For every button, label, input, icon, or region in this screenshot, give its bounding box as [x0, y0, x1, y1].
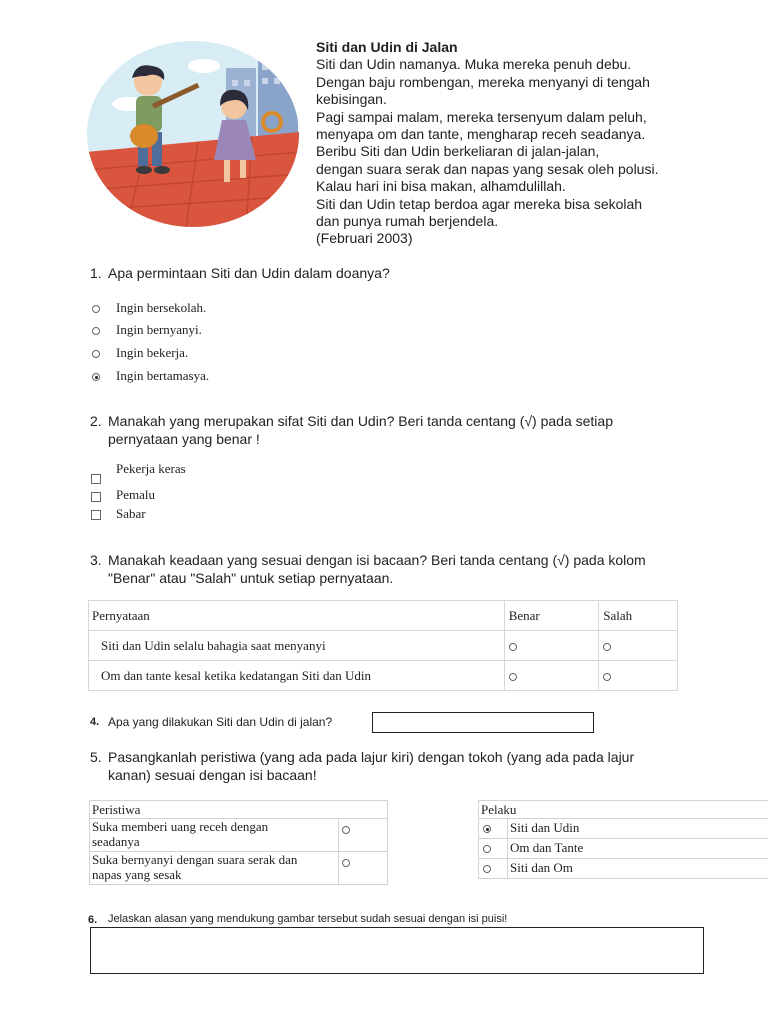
option-label: Pekerja keras	[116, 461, 186, 476]
table-header-row	[479, 801, 768, 819]
radio-cell	[339, 852, 388, 885]
radio-pelaku-2[interactable]	[483, 845, 491, 853]
radio-cell	[339, 819, 388, 852]
radio-benar-2[interactable]	[509, 673, 517, 681]
question-number: 2.	[90, 413, 102, 429]
radio-option-1[interactable]	[92, 305, 100, 313]
poem-line: Beribu Siti dan Udin berkeliaran di jalan-jalan,	[316, 143, 600, 160]
table-row	[89, 661, 678, 691]
question-number: 6.	[88, 914, 98, 926]
benar-cell	[504, 661, 599, 691]
question-text: Manakah keadaan yang sesuai dengan isi bacaan? Beri tanda centang (√) pada kolom	[108, 552, 646, 568]
option-label: Ingin bernyanyi.	[116, 322, 202, 337]
radio-cell	[479, 839, 508, 859]
question-number: 3.	[90, 552, 102, 568]
question-text: Apa permintaan Siti dan Udin dalam doanya?	[108, 265, 390, 281]
poem	[316, 39, 756, 248]
option-label: Ingin bertamasya.	[116, 368, 210, 383]
pelaku-table	[478, 800, 768, 879]
option-label: Pemalu	[116, 487, 155, 502]
poem-line: Kalau hari ini bisa makan, alhamdulillah.	[316, 178, 566, 195]
radio-cell	[479, 819, 508, 839]
radio-peristiwa-1[interactable]	[342, 826, 350, 834]
checkbox-pemalu[interactable]	[91, 492, 101, 502]
street-singers-illustration	[86, 40, 300, 228]
radio-pelaku-1-selected[interactable]	[483, 825, 491, 833]
event-text: Suka bernyanyi dengan suara serak dan	[92, 852, 298, 867]
poem-line: Siti dan Udin tetap berdoa agar mereka bisa sekolah	[316, 195, 643, 212]
answer-input-4[interactable]	[372, 712, 594, 733]
table-header: Peristiwa	[90, 801, 388, 819]
table-row	[479, 859, 768, 879]
question-number: 4.	[90, 716, 100, 728]
question-number: 1.	[90, 265, 102, 281]
radio-peristiwa-2[interactable]	[342, 859, 350, 867]
event-cell	[90, 819, 339, 852]
salah-cell	[599, 631, 678, 661]
table-row	[89, 631, 678, 661]
peristiwa-table	[89, 800, 388, 885]
radio-option-2[interactable]	[92, 327, 100, 335]
guitar-icon	[130, 124, 158, 148]
question-text: Pasangkanlah peristiwa (yang ada pada lajur kiri) dengan tokoh (yang ada pada lajur	[108, 749, 635, 765]
option-label: Ingin bersekolah.	[116, 300, 207, 315]
radio-option-4-selected[interactable]	[92, 373, 100, 381]
table-header: Benar	[504, 601, 599, 631]
event-text: napas yang sesak	[92, 867, 182, 882]
statement-cell: Om dan tante kesal ketika kedatangan Siti dan Udin	[89, 661, 505, 691]
question-text: Manakah yang merupakan sifat Siti dan Udin? Beri tanda centang (√) pada setiap	[108, 413, 613, 429]
radio-cell	[479, 859, 508, 879]
poem-line: (Februari 2003)	[316, 230, 413, 247]
table-header-row	[89, 601, 678, 631]
table-header: Pernyataan	[89, 601, 505, 631]
table-row	[90, 819, 388, 852]
option-label: Sabar	[116, 506, 146, 521]
radio-pelaku-3[interactable]	[483, 865, 491, 873]
option-label: Ingin bekerja.	[116, 345, 189, 360]
event-cell	[90, 852, 339, 885]
table-header: Salah	[599, 601, 678, 631]
question-number: 5.	[90, 749, 102, 765]
statement-cell: Siti dan Udin selalu bahagia saat menyanyi	[89, 631, 505, 661]
table-row	[90, 852, 388, 885]
radio-option-3[interactable]	[92, 350, 100, 358]
checkbox-sabar[interactable]	[91, 510, 101, 520]
table-row	[479, 839, 768, 859]
table-header: Pelaku	[479, 801, 768, 819]
poem-title: Siti dan Udin di Jalan	[316, 39, 458, 55]
radio-benar-1[interactable]	[509, 643, 517, 651]
poem-line: dan punya rumah berjendela.	[316, 213, 499, 230]
table-row	[479, 819, 768, 839]
event-text: seadanya	[92, 834, 140, 849]
true-false-table	[88, 600, 678, 691]
actor-cell: Om dan Tante	[508, 839, 768, 859]
actor-cell: Siti dan Udin	[508, 819, 768, 839]
poem-line: menyapa om dan tante, mengharap receh seadanya.	[316, 126, 646, 143]
actor-cell: Siti dan Om	[508, 859, 768, 879]
poem-line: kebisingan.	[316, 91, 387, 108]
poem-line: Dengan baju rombengan, mereka menyanyi di tengah	[316, 73, 650, 90]
poem-line: Siti dan Udin namanya. Muka mereka penuh debu.	[316, 56, 632, 73]
poem-line: dengan suara serak dan napas yang sesak oleh polusi.	[316, 160, 659, 177]
question-text: Jelaskan alasan yang mendukung gambar tersebut sudah sesuai dengan isi puisi!	[108, 913, 508, 925]
question-text: pernyataan yang benar !	[108, 431, 260, 447]
question-text: "Benar" atau "Salah" untuk setiap pernyataan.	[108, 570, 394, 586]
poem-line: Pagi sampai malam, mereka tersenyum dalam peluh,	[316, 108, 647, 125]
event-text: Suka memberi uang receh dengan	[92, 819, 269, 834]
table-header-row	[90, 801, 388, 819]
answer-input-6[interactable]	[90, 927, 704, 974]
radio-salah-2[interactable]	[603, 673, 611, 681]
radio-salah-1[interactable]	[603, 643, 611, 651]
question-text: Apa yang dilakukan Siti dan Udin di jalan?	[108, 715, 333, 729]
salah-cell	[599, 661, 678, 691]
benar-cell	[504, 631, 599, 661]
question-text: kanan) sesuai dengan isi bacaan!	[108, 767, 317, 783]
checkbox-pekerja-keras[interactable]	[91, 474, 101, 484]
